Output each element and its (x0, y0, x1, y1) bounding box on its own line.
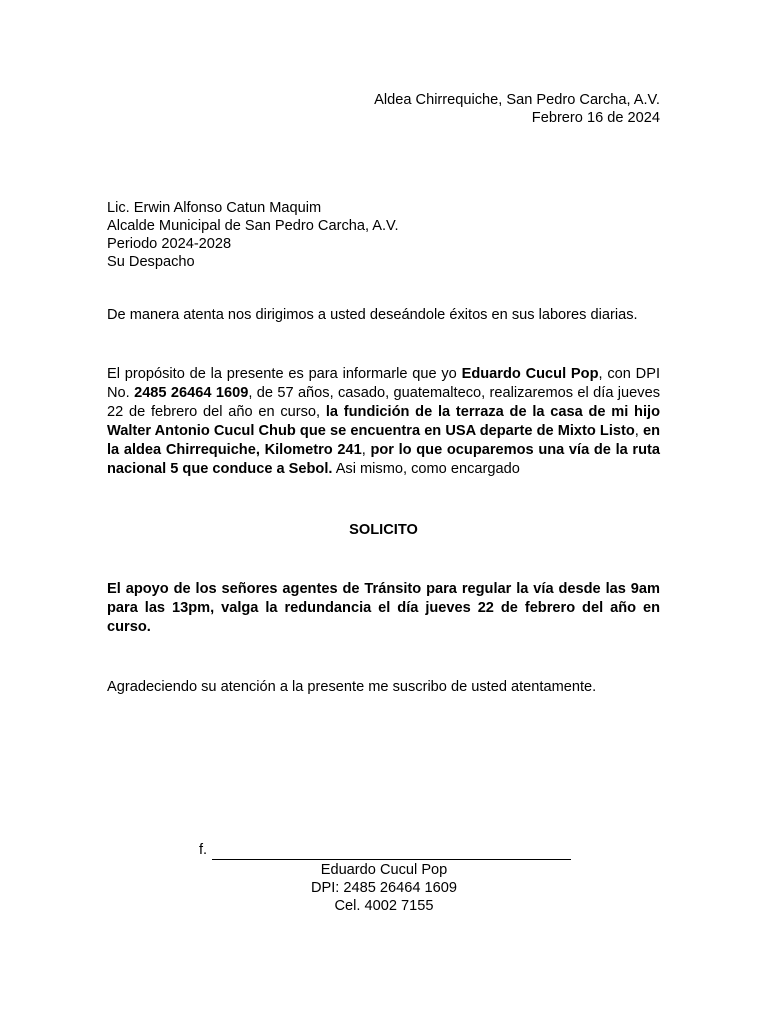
letter-header (107, 91, 660, 127)
signature-cel: Cel. 4002 7155 (334, 898, 434, 914)
purpose-name: Eduardo Cucul Pop (461, 366, 599, 382)
recipient-office: Su Despacho (107, 254, 195, 270)
header-place: Aldea Chirrequiche, San Pedro Carcha, A.V. (374, 92, 660, 108)
recipient-name: Lic. Erwin Alfonso Catun Maquim (107, 200, 322, 216)
purpose-dpi: 2485 26464 1609 (134, 385, 249, 401)
purpose-bold-2: en la aldea Chirrequiche, Kilometro 241 (107, 423, 660, 458)
purpose-text-1: El propósito de la presente es para informarle que yo (107, 366, 462, 382)
signature-block (199, 861, 569, 915)
purpose-bold-3: por lo que ocuparemos una vía de la ruta nacional 5 que conduce a Sebol. (107, 442, 661, 477)
recipient-period: Periodo 2024-2028 (107, 236, 232, 252)
signature-prefix: f. (199, 842, 208, 858)
signature-dpi: DPI: 2485 26464 1609 (310, 880, 458, 896)
purpose-bold-1: la fundición de la terraza de la casa de mi hijo Walter Antonio Cucul Chub que se encuentra en USA departe de Mixto Listo (107, 404, 660, 439)
signature-name: Eduardo Cucul Pop (320, 862, 448, 878)
purpose-text-4: , (634, 423, 643, 439)
solicito-heading: SOLICITO (349, 522, 418, 538)
request-paragraph: El apoyo de los señores agentes de Tránsito para regular la vía desde las 9am para las 13pm, valga la redundancia el día jueves 22 de febrero del año en curso. (107, 581, 660, 635)
greeting-paragraph: De manera atenta nos dirigimos a usted deseándole éxitos en sus labores diarias. (107, 307, 638, 323)
recipient-block (107, 199, 660, 271)
header-date: Febrero 16 de 2024 (531, 110, 660, 126)
purpose-text-3: , de 57 años, casado, guatemalteco, realizaremos el día jueves 22 de febrero del año en curso, (107, 385, 660, 420)
purpose-text-6: Asi mismo, como encargado (332, 461, 520, 477)
purpose-paragraph (107, 365, 660, 479)
recipient-title: Alcalde Municipal de San Pedro Carcha, A.V. (107, 218, 399, 234)
signature-rule (212, 859, 571, 860)
purpose-text-5: , (361, 442, 371, 458)
closing-paragraph: Agradeciendo su atención a la presente me suscribo de usted atentamente. (107, 679, 597, 695)
signature-line (199, 842, 571, 862)
purpose-text-2: , con DPI No. (107, 366, 660, 401)
